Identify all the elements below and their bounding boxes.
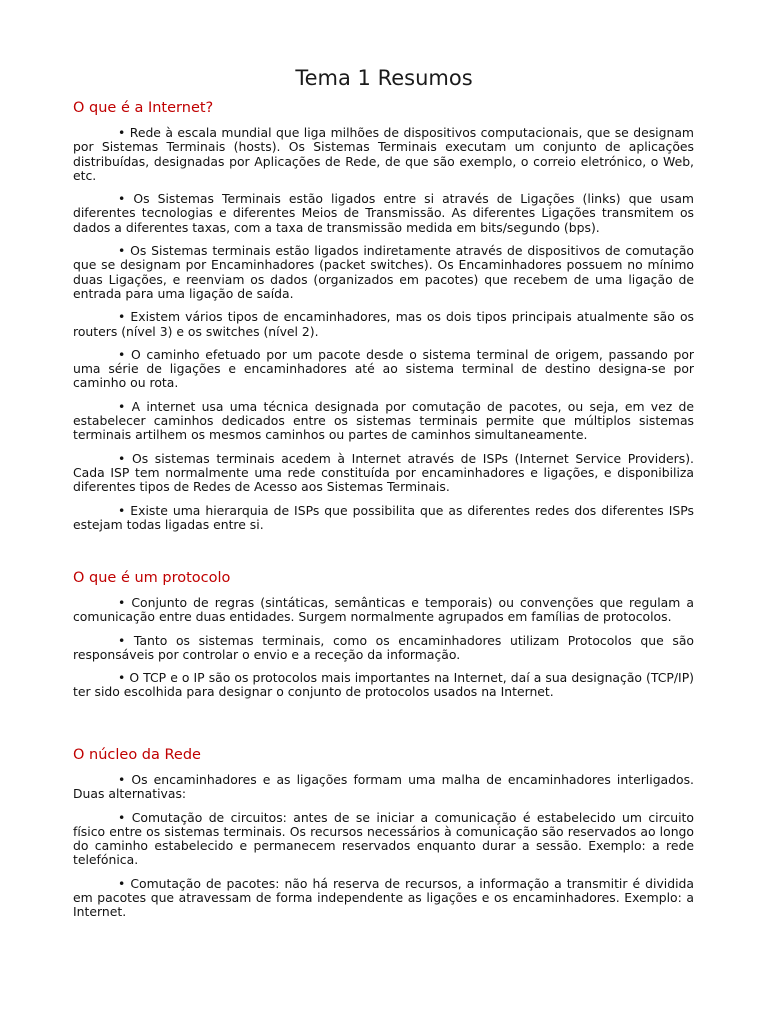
section-heading: O núcleo da Rede (73, 747, 201, 763)
document-title: Tema 1 Resumos (295, 66, 473, 90)
section-internet (73, 100, 694, 541)
section-protocolo (73, 570, 694, 709)
paragraph: • Existe uma hierarquia de ISPs que possibilita que as diferentes redes dos diferentes ISPs estejam todas ligadas entre si. (73, 502, 694, 532)
paragraph: • Comutação de pacotes: não há reserva de recursos, a informação a transmitir é dividida em pacotes que atravessam de forma independente as ligações e os encaminhadores. Exemplo: a Internet. (73, 875, 694, 920)
paragraph: • Conjunto de regras (sintáticas, semânticas e temporais) ou convenções que regulam a comunicação entre duas entidades. Surgem normalmente agrupados em famílias de protocolos. (73, 595, 694, 625)
paragraph: • O TCP e o IP são os protocolos mais importantes na Internet, daí a sua designação (TCP/IP) ter sido escolhida para designar o conjunto de protocolos usados na Internet. (73, 670, 694, 700)
paragraph: • Os sistemas terminais acedem à Internet através de ISPs (Internet Service Providers). Cada ISP tem normalmente uma rede constituída por encaminhadores e ligações, e disponibiliza diferentes tipos de Redes de Acesso aos Sistemas Terminais. (73, 450, 694, 495)
paragraph: • Comutação de circuitos: antes de se iniciar a comunicação é estabelecido um circuito físico entre os sistemas terminais. Os recursos necessários à comunicação são reservados ao longo do caminho estabelecido e permanecem reservados enquanto durar a sessão. Exemplo: a rede telefónica. (73, 809, 694, 868)
paragraph: • O caminho efetuado por um pacote desde o sistema terminal de origem, passando por uma série de ligações e encaminhadores até ao sistema terminal de destino designa-se por caminho ou rota. (73, 346, 694, 391)
section-heading: O que é um protocolo (73, 570, 231, 586)
section-nucleo-rede (73, 747, 694, 929)
paragraph: • A internet usa uma técnica designada por comutação de pacotes, ou seja, em vez de estabelecer caminhos dedicados entre os sistemas terminais permite que múltiplos sistemas terminais artilhem os mesmos caminhos ou partes de caminhos simultaneamente. (73, 398, 694, 443)
section-heading: O que é a Internet? (73, 100, 214, 116)
paragraph: • Existem vários tipos de encaminhadores, mas os dois tipos principais atualmente são os routers (nível 3) e os switches (nível 2). (73, 309, 694, 339)
paragraph: • Os Sistemas Terminais estão ligados entre si através de Ligações (links) que usam diferentes tecnologias e diferentes Meios de Transmissão. As diferentes Ligações transmitem os dados a diferentes taxas, com a taxa de transmissão medida em bits/segundo (bps). (73, 191, 694, 235)
paragraph: • Tanto os sistemas terminais, como os encaminhadores utilizam Protocolos que são responsáveis por controlar o envio e a receção da informação. (73, 632, 694, 662)
paragraph: • Os encaminhadores e as ligações formam uma malha de encaminhadores interligados. Duas alternativas: (73, 772, 694, 802)
paragraph: • Os Sistemas terminais estão ligados indiretamente através de dispositivos de comutação que se designam por Encaminhadores (packet switches). Os Encaminhadores possuem no mínimo duas Ligações, e reenviam os dados (organizados em pacotes) que recebem de uma ligação de entrada para uma ligação de saída. (73, 243, 694, 301)
paragraph: • Rede à escala mundial que liga milhões de dispositivos computacionais, que se designam por Sistemas Terminais (hosts). Os Sistemas Terminais executam um conjunto de aplicações distribuídas, designadas por Aplicações de Rede, de que são exemplo, o correio eletrónico, o Web, etc. (73, 125, 694, 183)
